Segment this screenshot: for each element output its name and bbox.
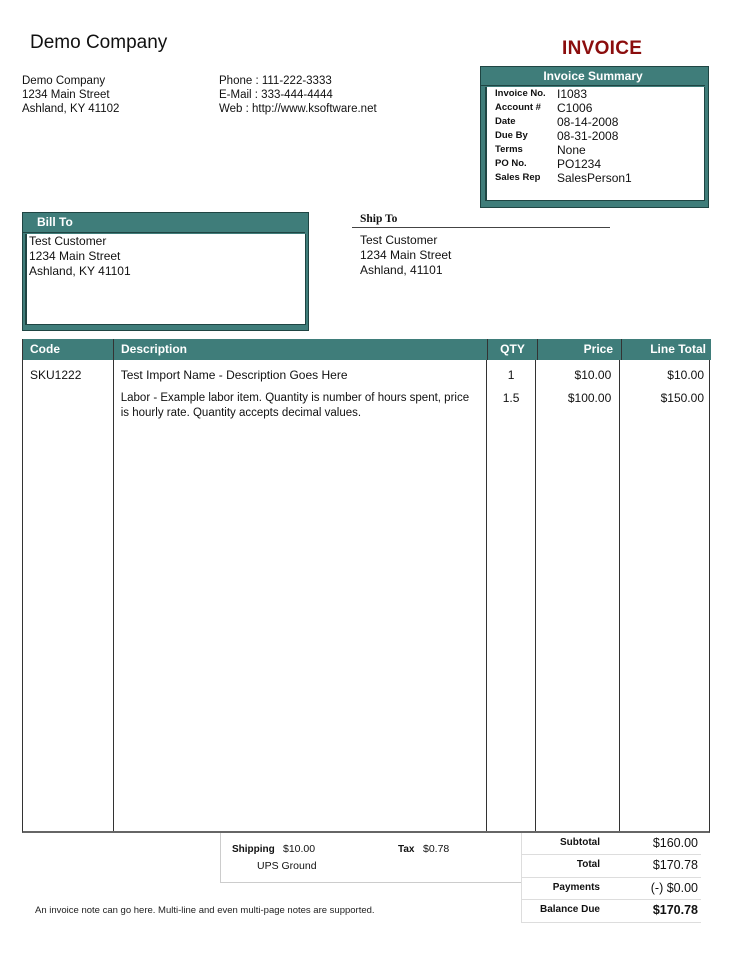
price-column — [536, 360, 620, 831]
summary-label: Due By — [495, 130, 528, 141]
table-cell-price: $10.00 — [574, 368, 612, 382]
company-address-line: 1234 Main Street — [22, 89, 110, 101]
invoice-summary-body — [485, 87, 705, 201]
summary-row-terms — [487, 143, 704, 157]
invoice-summary-heading: Invoice Summary — [481, 67, 705, 86]
company-address-line: Ashland, KY 41102 — [22, 103, 120, 115]
summary-label: Invoice No. — [495, 88, 546, 99]
summary-value: 08-31-2008 — [557, 129, 619, 143]
bill-to-line: Ashland, KY 41101 — [29, 264, 131, 278]
summary-row-invoice-no — [487, 87, 704, 101]
invoice-title: INVOICE — [562, 38, 643, 59]
invoice-summary-box — [480, 66, 709, 208]
subtotal-label: Subtotal — [560, 837, 600, 848]
column-header-qty: QTY — [488, 339, 538, 360]
company-email: E-Mail : 333-444-4444 — [219, 89, 333, 101]
company-web: Web : http://www.ksoftware.net — [219, 103, 377, 115]
tax-amount: $0.78 — [423, 843, 450, 855]
table-cell-line-total: $10.00 — [667, 368, 704, 382]
bill-to-line: 1234 Main Street — [29, 249, 121, 263]
balance-due-label: Balance Due — [539, 904, 600, 915]
invoice-note: An invoice note can go here. Multi-line and even multi-page notes are supported. — [35, 905, 375, 916]
bill-to-box — [22, 212, 309, 331]
bill-to-body — [25, 234, 306, 325]
ship-to-body — [360, 233, 451, 278]
summary-label: Terms — [495, 144, 523, 155]
column-header-description: Description — [114, 339, 488, 360]
subtotal-value: $160.00 — [652, 836, 698, 850]
ship-to-line: Test Customer — [360, 233, 438, 247]
summary-value: C1006 — [557, 101, 593, 115]
bill-to-heading: Bill To — [23, 213, 305, 233]
table-cell-qty: 1 — [507, 368, 515, 382]
total-value: $170.78 — [652, 858, 698, 872]
shipping-panel — [220, 833, 521, 883]
summary-value: PO1234 — [557, 157, 602, 171]
table-header — [23, 339, 711, 360]
shipping-label: Shipping — [232, 844, 275, 855]
summary-label: PO No. — [495, 158, 527, 169]
summary-value: None — [557, 143, 586, 157]
summary-value: SalesPerson1 — [557, 171, 632, 185]
table-cell-description: Test Import Name - Description Goes Here — [120, 368, 348, 382]
description-column — [114, 360, 487, 831]
summary-value: I1083 — [557, 87, 588, 101]
summary-row-date — [487, 115, 704, 129]
table-cell-code: SKU1222 — [30, 368, 82, 382]
shipping-method: UPS Ground — [257, 860, 317, 872]
total-label: Total — [576, 859, 600, 870]
summary-label: Account # — [495, 102, 541, 113]
company-contact — [219, 74, 377, 116]
summary-row-account — [487, 101, 704, 115]
summary-row-due-by — [487, 129, 704, 143]
line-total-column — [620, 360, 709, 831]
payments-label: Payments — [552, 881, 600, 893]
summary-row-sales-rep — [487, 171, 704, 185]
payments-value: (-) $0.00 — [650, 880, 698, 895]
shipping-amount: $10.00 — [283, 843, 316, 855]
ship-to-line: Ashland, 41101 — [360, 263, 443, 277]
company-address — [22, 74, 119, 116]
column-header-code: Code — [23, 339, 114, 360]
bill-to-line: Test Customer — [29, 234, 107, 248]
line-items-table — [22, 339, 710, 833]
company-phone: Phone : 111-222-3333 — [219, 75, 332, 87]
column-header-line-total: Line Total — [650, 342, 706, 356]
qty-column — [487, 360, 537, 831]
subtotal-row — [521, 833, 701, 855]
table-cell-price: $100.00 — [567, 391, 612, 405]
summary-label: Date — [495, 116, 516, 127]
balance-due-row — [521, 900, 701, 923]
column-header-price: Price — [538, 339, 622, 360]
ship-to-heading: Ship To — [352, 213, 610, 228]
totals-panel — [521, 833, 701, 923]
table-cell-line-total: $150.00 — [660, 391, 704, 405]
table-cell-description: Labor - Example labor item. Quantity is number of hours spent, price is hourly rate. Quantity accepts decimal values. — [120, 392, 470, 419]
total-row — [521, 855, 701, 878]
company-name-heading: Demo Company — [30, 32, 168, 53]
balance-due-value: $170.78 — [652, 903, 698, 917]
company-address-line: Demo Company — [22, 75, 106, 87]
payments-row — [521, 878, 701, 901]
tax-label: Tax — [398, 844, 415, 855]
code-column — [23, 360, 114, 831]
summary-row-po-no — [487, 157, 704, 171]
table-cell-code — [30, 391, 113, 406]
summary-value: 08-14-2008 — [557, 115, 619, 129]
summary-label: Sales Rep — [495, 172, 541, 183]
table-body — [23, 360, 709, 831]
ship-to-line: 1234 Main Street — [360, 248, 452, 262]
table-cell-qty: 1.5 — [502, 391, 520, 405]
